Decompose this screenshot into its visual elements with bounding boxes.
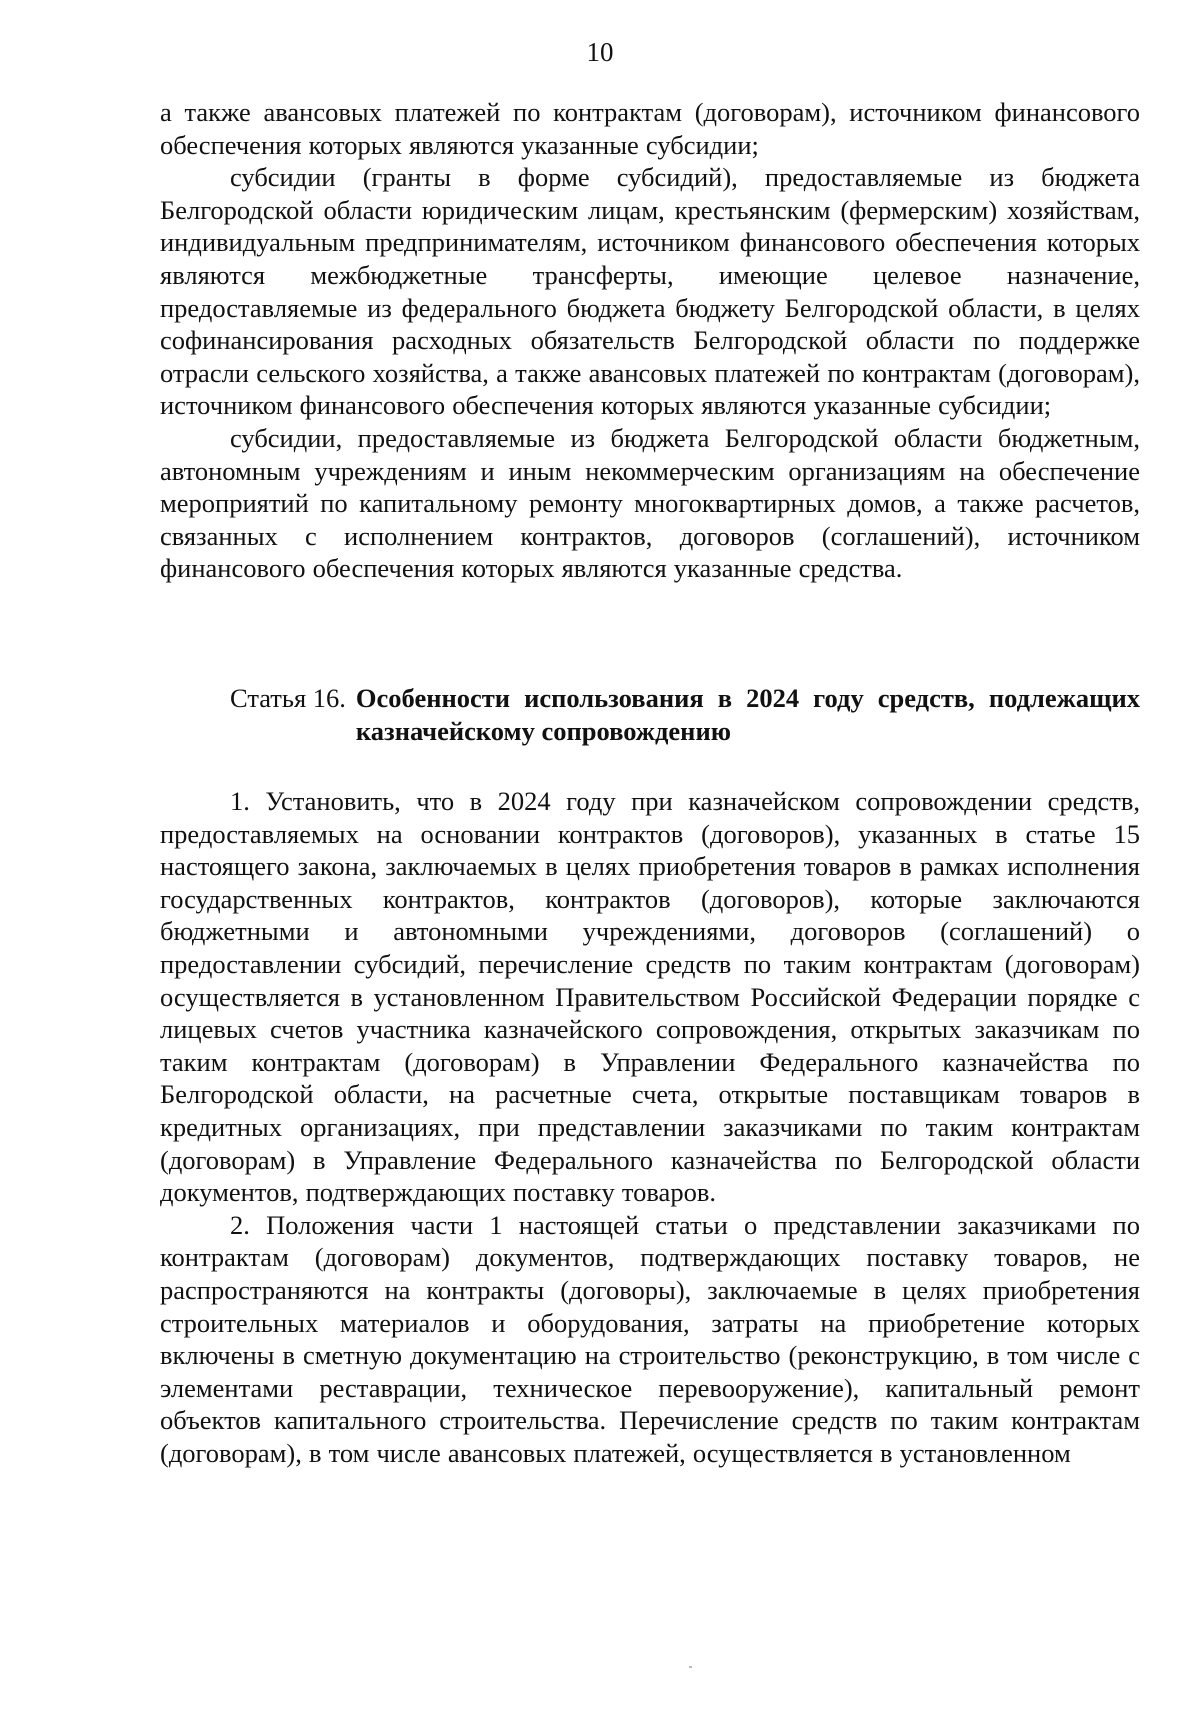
text-block-bottom — [160, 785, 1140, 1469]
paragraph-capital-repair-subsidies: субсидии, предоставляемые из бюджета Белгородской области бюджетным, автономным учреждениям и иным некоммерческим организациям на обеспечение мероприятий по капитальному ремонту многоквартирных домов, а также расчетов, связанных с исполнением контрактов, договоров (соглашений), источником финансового обеспечения которых являются указанные средства. — [160, 422, 1140, 584]
article-title: Особенности использования в 2024 году средств, подлежащих казначейскому сопровождению — [355, 683, 1140, 746]
paragraph-clause-1: 1. Установить, что в 2024 году при казначейском сопровождении средств, предоставляемых на основании контрактов (договоров), указанных в статье 15 настоящего закона, заключаемых в целях приобретения товаров в рамках исполнения государственных контрактов, контрактов (договоров), которые заключаются бюджетными и автономными учреждениями, договоров (соглашений) о предоставлении субсидий, перечисление средств по таким контрактам (договорам) осуществляется в установленном Правительством Российской Федерации порядке с лицевых счетов участника казначейского сопровождения, открытых заказчикам по таким контрактам (договорам) в Управлении Федерального казначейства по Белгородской области, на расчетные счета, открытые поставщикам товаров в кредитных организациях, при представлении заказчиками по таким контрактам (договорам) в Управление Федерального казначейства по Белгородской области документов, подтверждающих поставку товаров. — [160, 786, 1140, 1208]
paragraph-clause-2: 2. Положения части 1 настоящей статьи о представлении заказчиками по контрактам (договорам) документов, подтверждающих поставку товаров, не распространяются на контракты (договоры), заключаемые в целях приобретения строительных материалов и оборудования, затраты на приобретение которых включены в сметную документацию на строительство (реконструкцию, в том числе с элементами реставрации, техническое перевооружение), капитальный ремонт объектов капитального строительства. Перечисление средств по таким контрактам (договорам), в том числе авансовых платежей, осуществляется в установленном — [160, 1209, 1140, 1468]
paragraph-agriculture-subsidies: субсидии (гранты в форме субсидий), предоставляемые из бюджета Белгородской области юридическим лицам, крестьянским (фермерским) хозяйствам, индивидуальным предпринимателям, источником финансового обеспечения которых являются межбюджетные трансферты, имеющие целевое назначение, предоставляемые из федерального бюджета бюджету Белгородской области, в целях софинансирования расходных обязательств Белгородской области по поддержке отрасли сельского хозяйства, а также авансовых платежей по контрактам (договорам), источником финансового обеспечения которых являются указанные субсидии; — [160, 162, 1140, 421]
text-block-top — [160, 96, 1140, 585]
page-number: 10 — [586, 37, 614, 67]
article-number: Статья 16. — [230, 683, 346, 713]
scan-speck — [689, 1666, 692, 1668]
paragraph-advance-payments-continuation: а также авансовых платежей по контрактам (договорам), источником финансового обеспечения которых являются указанные субсидии; — [160, 97, 1140, 160]
article-heading — [160, 682, 1140, 747]
